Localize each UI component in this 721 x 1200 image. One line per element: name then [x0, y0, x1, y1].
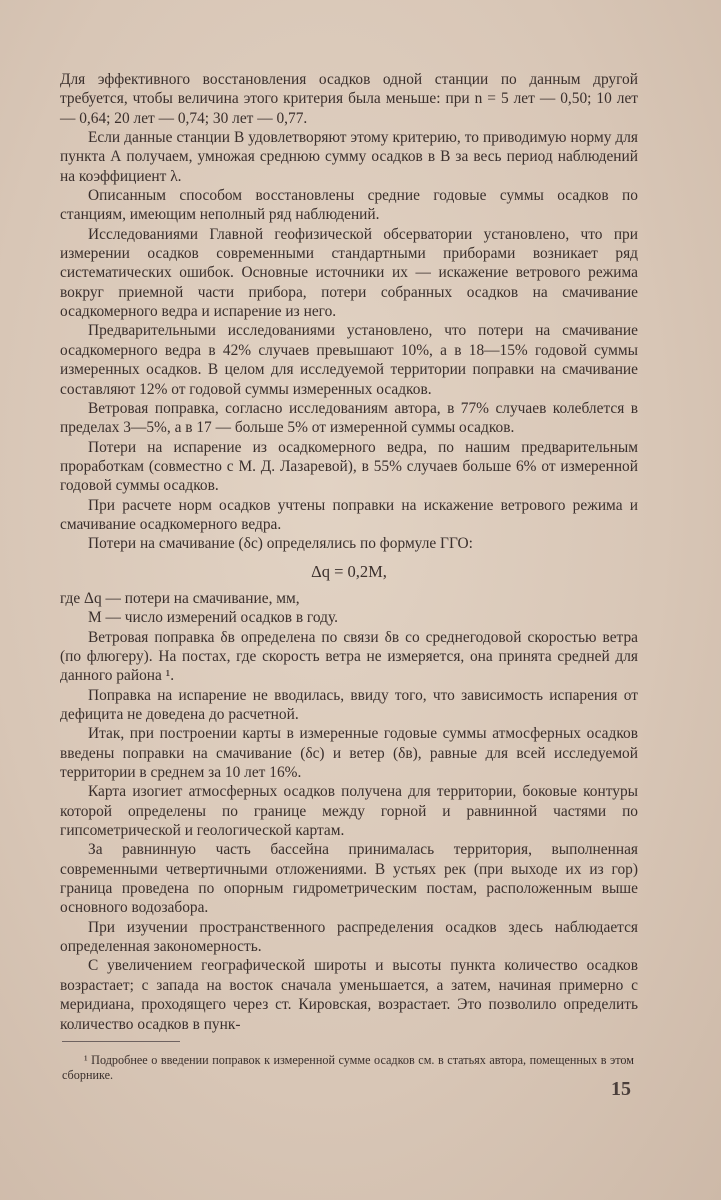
formula: Δq = 0,2M,	[311, 561, 387, 581]
paragraph: При изучении пространственного распределения осадков здесь наблюдается определенная закономерность.	[60, 918, 638, 956]
paragraph: Если данные станции В удовлетворяют этому критерию, то приводимую норму для пункта А получаем, умножая среднюю сумму осадков в В за весь период наблюдений на коэффициент λ.	[60, 129, 638, 185]
paragraph: Исследованиями Главной геофизической обсерватории установлено, что при измерении осадков современными стандартными приборами возникает ряд систематических ошибок. Основные источники их — искажение ветрового режима вокруг приемной части прибора, потери собранных осадков на смачивание осадкомерного ведра и испарение из него.	[60, 225, 638, 321]
paragraph: Ветровая поправка δв определена по связи δв со среднегодовой скоростью ветра (по флюгеру). На постах, где скорость ветра не измеряется, она принята средней для данного района ¹.	[60, 628, 638, 685]
paragraph: где Δq — потери на смачивание, мм,	[60, 589, 300, 607]
paragraph: Потери на смачивание (δс) определялись по формуле ГГО:	[88, 535, 473, 553]
footnote-divider	[62, 1041, 180, 1042]
paragraph: Описанным способом восстановлены средние годовые суммы осадков по станциям, имеющим неполный ряд наблюдений.	[60, 187, 638, 224]
main-text	[60, 70, 638, 1034]
paragraph: M — число измерений осадков в году.	[88, 609, 338, 627]
paragraph: Поправка на испарение не вводилась, ввиду того, что зависимость испарения от дефицита не доведена до расчетной.	[60, 686, 638, 723]
paragraph: Ветровая поправка, согласно исследованиям автора, в 77% случаев колеблется в пределах 3—5%, а в 17 — больше 5% от измеренной суммы осадков.	[60, 399, 638, 437]
paragraph: Потери на испарение из осадкомерного ведра, по нашим предварительным проработкам (совместно с М. Д. Лазаревой), в 55% случаев больше 6% от измеренной годовой суммы осадков.	[60, 438, 638, 495]
paragraph: Для эффективного восстановления осадков одной станции по данным другой требуется, чтобы величина этого критерия была меньше: при n = 5 лет — 0,50; 10 лет — 0,64; 20 лет — 0,74; 30 лет — 0,77.	[60, 71, 638, 127]
paragraph: Предварительными исследованиями установлено, что потери на смачивание осадкомерного ведра в 42% случаев превышают 10%, а в 18—15% годовой суммы измеренных осадков. В целом для исследуемой территории поправки на смачивание составляют 12% от годовой суммы измеренных осадков.	[60, 322, 638, 398]
paragraph: Карта изогиет атмосферных осадков получена для территории, боковые контуры которой определены по границе между горной и равнинной частями по гипсометрической и геологической картам.	[60, 783, 638, 840]
footnote: ¹ Подробнее о введении поправок к измеренной сумме осадков см. в статьях автора, помещенных в этом сборнике.	[62, 1053, 634, 1083]
paragraph: Итак, при построении карты в измеренные годовые суммы атмосферных осадков введены поправки на смачивание (δс) и ветер (δв), равные для всей исследуемой территории в среднем за 10 лет 16%.	[60, 725, 638, 782]
paragraph: С увеличением географической широты и высоты пункта количество осадков возрастает; с запада на восток сначала уменьшается, а затем, начиная примерно с меридиана, проходящего через ст. Кировская, возрастает. Это позволило определить количество осадков в пунк-	[60, 957, 638, 1033]
page-number: 15	[611, 1078, 631, 1100]
paragraph: За равнинную часть бассейна принималась территория, выполненная современными четвертичными отложениями. В устьях рек (при выходе их из гор) граница проведена по опорным гидрометрическим постам, расположенным выше основного водозабора.	[60, 841, 638, 917]
paragraph: При расчете норм осадков учтены поправки на искажение ветрового режима и смачивание осадкомерного ведра.	[60, 496, 638, 533]
